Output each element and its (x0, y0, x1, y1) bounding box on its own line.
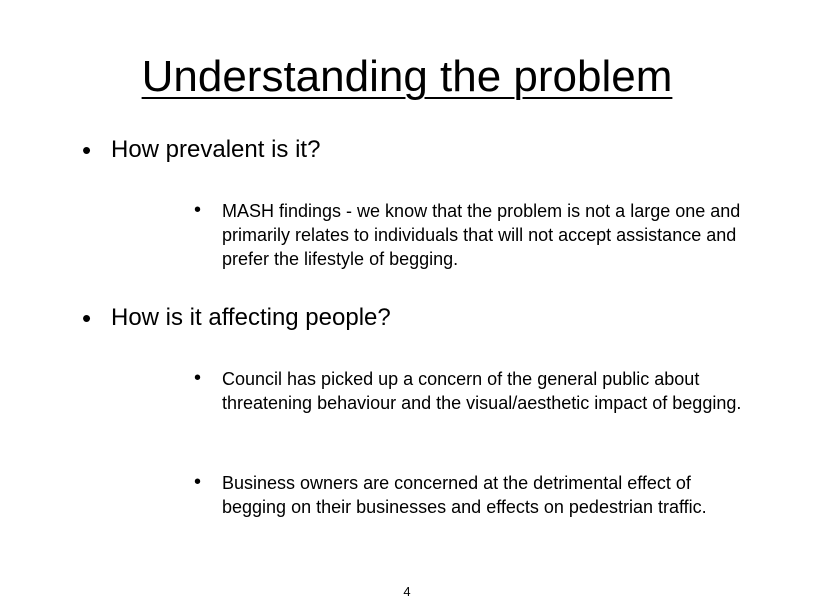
sub-bullet-business-owners: Business owners are concerned at the detrimental effect of begging on their businesses and effects on pedestrian traffic. (222, 473, 707, 517)
sub-bullet-icon: • (194, 199, 202, 221)
sub-bullet-council-concern: Council has picked up a concern of the general public about threatening behaviour and the visual/aesthetic impact of begging. (222, 369, 742, 413)
sub-bullet-icon: • (194, 471, 202, 493)
bullet-icon: • (82, 135, 92, 165)
bullet-how-affecting: How is it affecting people? (111, 304, 391, 331)
sub-bullet-icon: • (194, 367, 202, 389)
sub-bullet-mash-findings: MASH findings - we know that the problem is not a large one and primarily relates to individuals that will not accept assistance and prefer the lifestyle of begging. (222, 201, 741, 269)
bullet-how-prevalent: How prevalent is it? (111, 136, 321, 163)
bullet-icon: • (82, 303, 92, 333)
page-number: 4 (403, 584, 411, 599)
slide-title: Understanding the problem (141, 52, 673, 101)
